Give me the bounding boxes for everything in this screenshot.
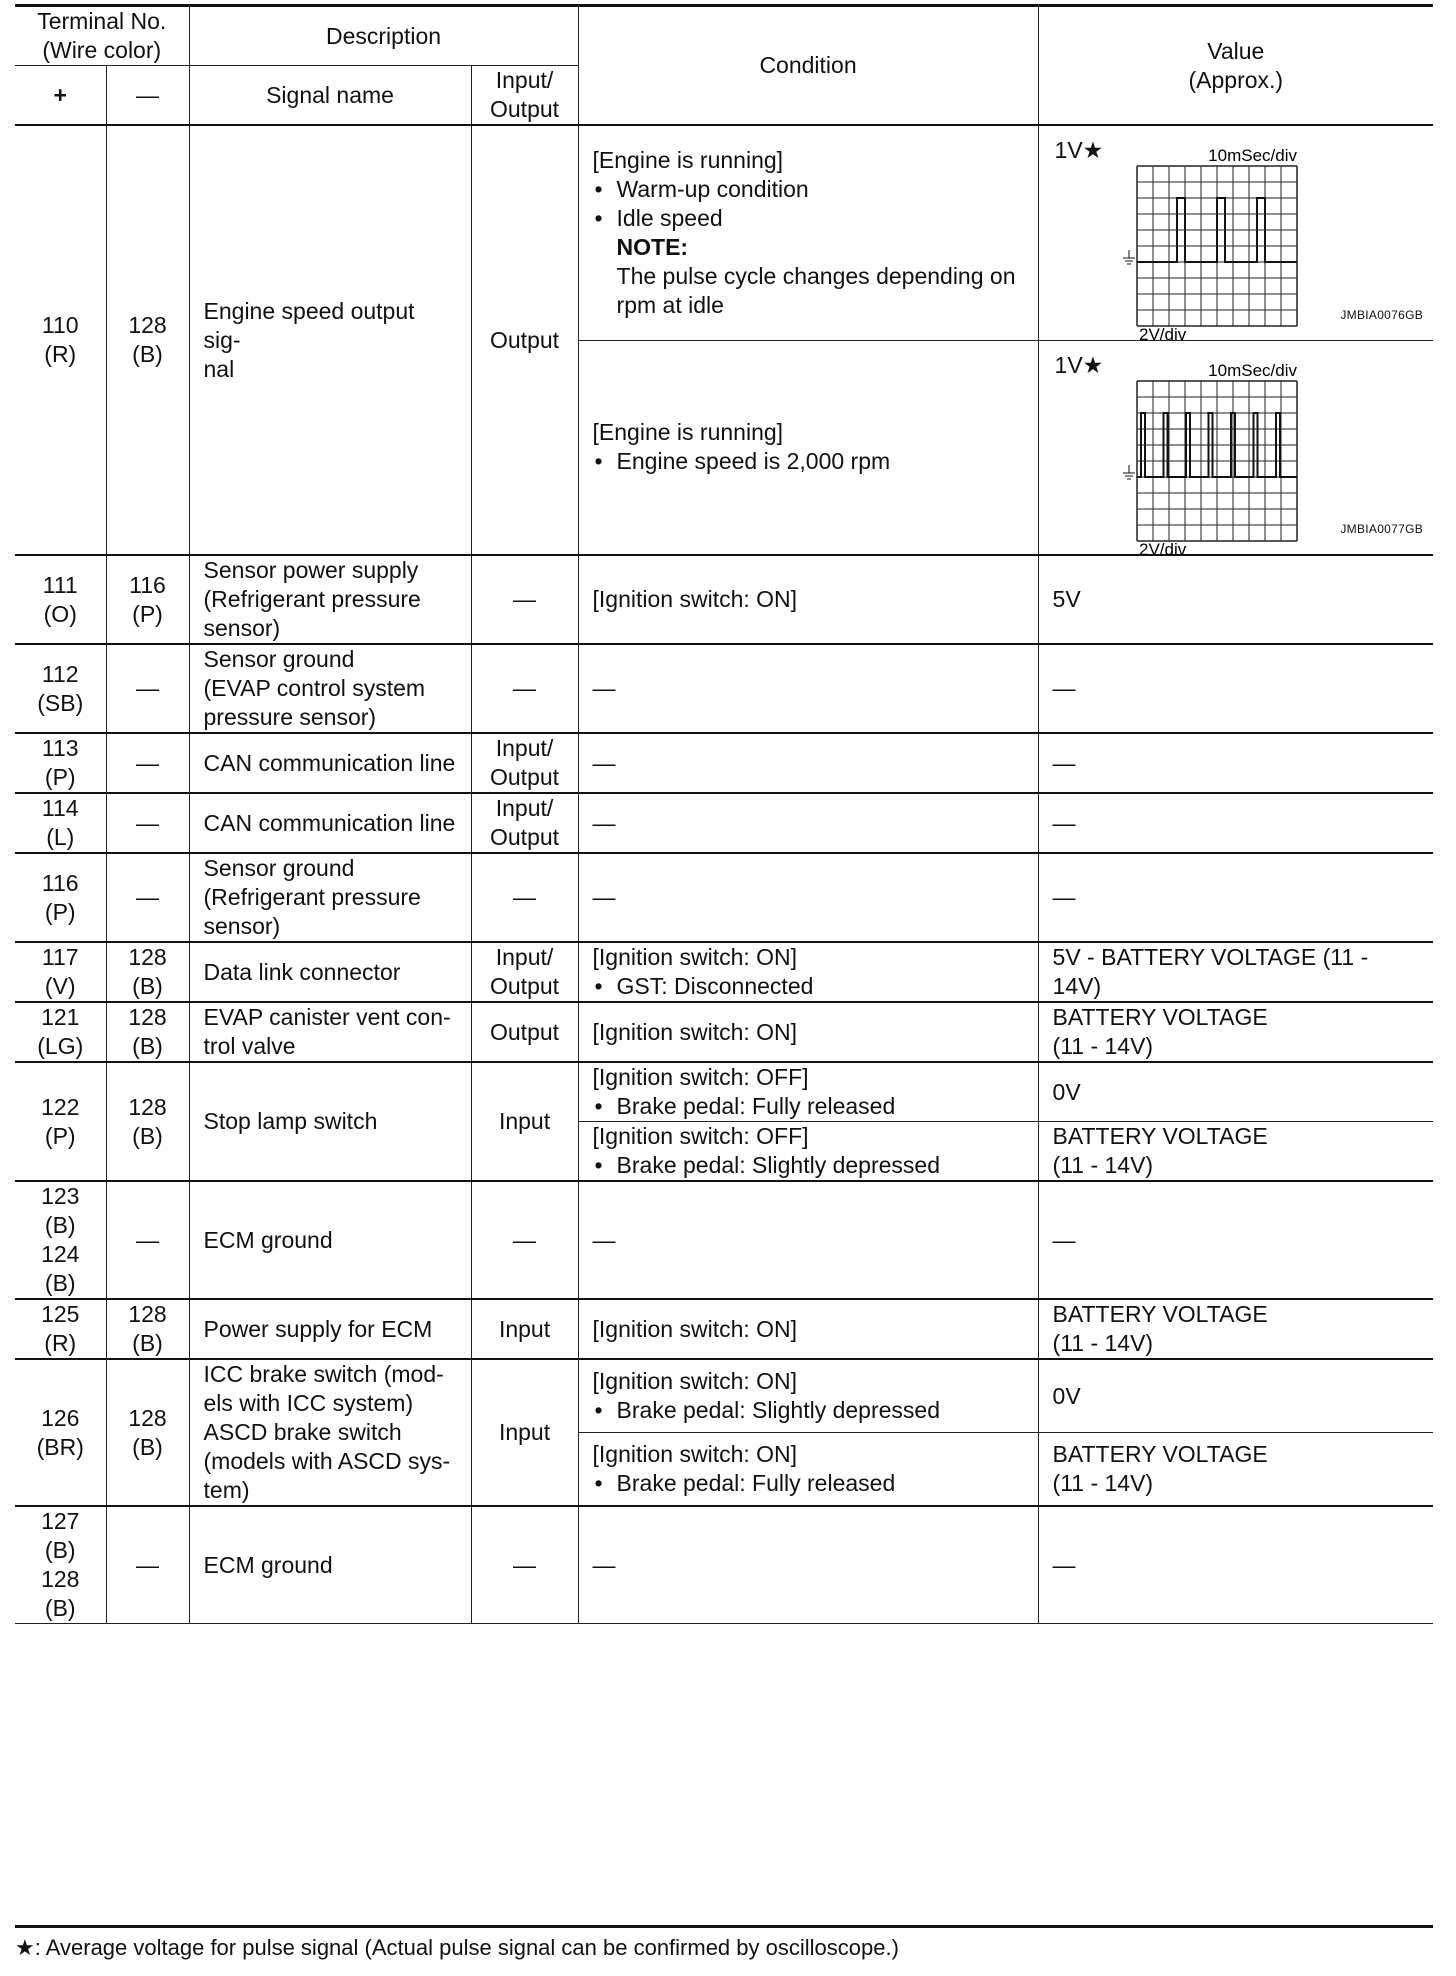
value-cell: BATTERY VOLTAGE (11 - 14V)	[1038, 1433, 1433, 1507]
terminal-minus: 116 (P)	[106, 555, 189, 644]
figure-code: JMBIA0076GB	[1340, 307, 1424, 322]
ground-icon	[1123, 250, 1135, 264]
condition-text: [Ignition switch: OFF]	[592, 1064, 809, 1090]
condition-cell	[578, 1181, 1038, 1299]
condition-line: [Engine is running]	[592, 146, 784, 173]
value-cell: 5V	[1038, 555, 1433, 644]
condition-cell	[578, 793, 1038, 853]
condition-text: [Ignition switch: ON]	[592, 944, 798, 970]
terminal-plus: 114 (L)	[15, 793, 106, 853]
terminal-minus: —	[106, 1181, 189, 1299]
condition-cell	[578, 555, 1038, 644]
terminal-plus: 117 (V)	[15, 942, 106, 1002]
bottom-rule	[15, 1925, 1433, 1928]
terminal-plus: 110 (R)	[15, 125, 106, 555]
condition-cell	[578, 733, 1038, 793]
table-row	[15, 942, 1433, 1002]
condition-text: —	[592, 1551, 616, 1578]
value-cell: —	[1038, 644, 1433, 733]
condition-cell	[578, 340, 1038, 555]
figure-code: JMBIA0077GB	[1340, 522, 1424, 536]
condition-cell	[578, 644, 1038, 733]
table-row	[15, 1359, 1433, 1433]
header-terminal: Terminal No. (Wire color)	[15, 6, 189, 66]
value-cell: BATTERY VOLTAGE (11 - 14V)	[1038, 1299, 1433, 1359]
terminal-minus: 128 (B)	[106, 1062, 189, 1181]
value-cell	[1038, 125, 1433, 344]
condition-text: —	[592, 675, 616, 701]
io-type: —	[471, 853, 578, 942]
header-value: Value (Approx.)	[1038, 6, 1433, 126]
io-type: Output	[471, 125, 578, 555]
condition-cell	[578, 125, 1038, 340]
terminal-minus: 128 (B)	[106, 1359, 189, 1506]
terminal-plus: 125 (R)	[15, 1299, 106, 1359]
signal-name: Stop lamp switch	[189, 1062, 471, 1181]
signal-name: Engine speed output sig- nal	[189, 125, 471, 555]
value-cell: —	[1038, 793, 1433, 853]
condition-text: —	[592, 884, 616, 910]
condition-cell	[578, 1002, 1038, 1062]
condition-text: [Ignition switch: ON]	[592, 1368, 798, 1394]
volt-div-label: 2V/div	[1138, 325, 1186, 344]
table-row	[15, 1002, 1433, 1062]
io-type: Input/ Output	[471, 733, 578, 793]
header-description: Description	[189, 6, 578, 66]
io-type: Output	[471, 1002, 578, 1062]
terminal-plus: 123 (B) 124 (B)	[15, 1181, 106, 1299]
note-heading: NOTE:	[616, 233, 689, 260]
terminal-minus: 128 (B)	[106, 125, 189, 555]
value-text: 1V★	[1054, 351, 1104, 378]
table-row	[15, 793, 1433, 853]
condition-cell	[578, 853, 1038, 942]
table-row	[15, 853, 1433, 942]
signal-name: Power supply for ECM	[189, 1299, 471, 1359]
oscilloscope-figure	[1091, 355, 1391, 559]
io-type: —	[471, 1506, 578, 1624]
condition-text: —	[592, 809, 616, 836]
terminal-plus: 122 (P)	[15, 1062, 106, 1181]
terminal-plus: 121 (LG)	[15, 1002, 106, 1062]
value-cell: 0V	[1038, 1062, 1433, 1122]
terminal-minus: —	[106, 733, 189, 793]
signal-name: Sensor ground (Refrigerant pressure sensor)	[189, 853, 471, 942]
signal-name: Data link connector	[189, 942, 471, 1002]
condition-cell	[578, 942, 1038, 1002]
signal-name: Sensor power supply (Refrigerant pressure sensor)	[189, 555, 471, 644]
signal-name: Sensor ground (EVAP control system pressure sensor)	[189, 644, 471, 733]
condition-bullet: • Brake pedal: Slightly depressed	[593, 1151, 1024, 1180]
value-cell: BATTERY VOLTAGE (11 - 14V)	[1038, 1122, 1433, 1182]
header-condition: Condition	[578, 6, 1038, 126]
condition-text: [Ignition switch: OFF]	[592, 1123, 809, 1149]
volt-div-label: 2V/div	[1138, 539, 1186, 559]
condition-cell	[578, 1122, 1038, 1182]
table-row	[15, 733, 1433, 793]
time-div-label: 10mSec/div	[1207, 146, 1297, 165]
value-cell: 5V - BATTERY VOLTAGE (11 - 14V)	[1038, 942, 1433, 1002]
signal-name: CAN communication line	[189, 793, 471, 853]
value-cell: —	[1038, 853, 1433, 942]
note-body: The pulse cycle changes depending on rpm at idle	[616, 262, 1016, 318]
ground-icon	[1123, 465, 1135, 479]
condition-bullet: • Warm-up condition	[593, 175, 1024, 204]
condition-text: —	[592, 749, 616, 776]
condition-text: [Ignition switch: ON]	[592, 1018, 798, 1045]
terminal-minus: 128 (B)	[106, 1002, 189, 1062]
terminal-table	[15, 4, 1433, 1624]
terminal-minus: —	[106, 1506, 189, 1624]
header-io: Input/ Output	[471, 66, 578, 126]
time-div-label: 10mSec/div	[1207, 360, 1297, 380]
terminal-plus: 127 (B) 128 (B)	[15, 1506, 106, 1624]
terminal-plus: 116 (P)	[15, 853, 106, 942]
terminal-plus: 113 (P)	[15, 733, 106, 793]
terminal-plus: 126 (BR)	[15, 1359, 106, 1506]
terminal-minus: —	[106, 793, 189, 853]
table-row	[15, 644, 1433, 733]
value-cell	[1038, 340, 1433, 559]
table-row	[15, 1506, 1433, 1624]
io-type: Input	[471, 1062, 578, 1181]
terminal-plus: 112 (SB)	[15, 644, 106, 733]
condition-cell	[578, 1062, 1038, 1122]
condition-cell	[578, 1359, 1038, 1433]
io-type: Input/ Output	[471, 942, 578, 1002]
header-plus: +	[15, 66, 106, 126]
condition-cell	[578, 1299, 1038, 1359]
condition-text: [Ignition switch: ON]	[592, 1441, 798, 1467]
value-cell: 0V	[1038, 1359, 1433, 1433]
table-row	[15, 1062, 1433, 1122]
condition-bullet: • Idle speed	[593, 204, 1024, 233]
terminal-minus: —	[106, 853, 189, 942]
io-type: —	[471, 1181, 578, 1299]
io-type: —	[471, 555, 578, 644]
signal-name: EVAP canister vent con- trol valve	[189, 1002, 471, 1062]
terminal-minus: 128 (B)	[106, 942, 189, 1002]
condition-line: [Engine is running]	[592, 419, 784, 446]
table-row	[15, 1299, 1433, 1359]
table-row	[15, 1181, 1433, 1299]
table-row	[15, 125, 1433, 340]
signal-name: ECM ground	[189, 1506, 471, 1624]
io-type: —	[471, 644, 578, 733]
io-type: Input	[471, 1299, 578, 1359]
condition-cell	[578, 1433, 1038, 1507]
io-type: Input/ Output	[471, 793, 578, 853]
value-cell: BATTERY VOLTAGE (11 - 14V)	[1038, 1002, 1433, 1062]
condition-text: [Ignition switch: ON]	[592, 586, 798, 612]
terminal-minus: 128 (B)	[106, 1299, 189, 1359]
value-text: 1V★	[1054, 137, 1104, 163]
signal-name: ICC brake switch (mod- els with ICC system) ASCD brake switch (models with ASCD sys- tem)	[189, 1359, 471, 1506]
io-type: Input	[471, 1359, 578, 1506]
value-cell: —	[1038, 1181, 1433, 1299]
condition-bullet: • GST: Disconnected	[593, 972, 1024, 1001]
condition-bullet: • Brake pedal: Slightly depressed	[593, 1396, 1024, 1425]
footnote: ★: Average voltage for pulse signal (Actual pulse signal can be confirmed by oscilloscope.)	[15, 1935, 899, 1960]
oscilloscope-figure	[1091, 140, 1391, 344]
condition-bullet: • Brake pedal: Fully released	[593, 1092, 1024, 1121]
condition-bullet: • Engine speed is 2,000 rpm	[593, 447, 1024, 476]
signal-name: ECM ground	[189, 1181, 471, 1299]
value-cell: —	[1038, 1506, 1433, 1624]
header-signal-name: Signal name	[189, 66, 471, 126]
condition-bullet: • Brake pedal: Fully released	[593, 1469, 1024, 1498]
value-cell: —	[1038, 733, 1433, 793]
signal-name: CAN communication line	[189, 733, 471, 793]
terminal-minus: —	[106, 644, 189, 733]
table-row	[15, 555, 1433, 644]
terminal-plus: 111 (O)	[15, 555, 106, 644]
condition-cell	[578, 1506, 1038, 1624]
condition-text: [Ignition switch: ON]	[592, 1315, 798, 1342]
condition-text: —	[592, 1226, 616, 1253]
header-minus: —	[106, 66, 189, 126]
